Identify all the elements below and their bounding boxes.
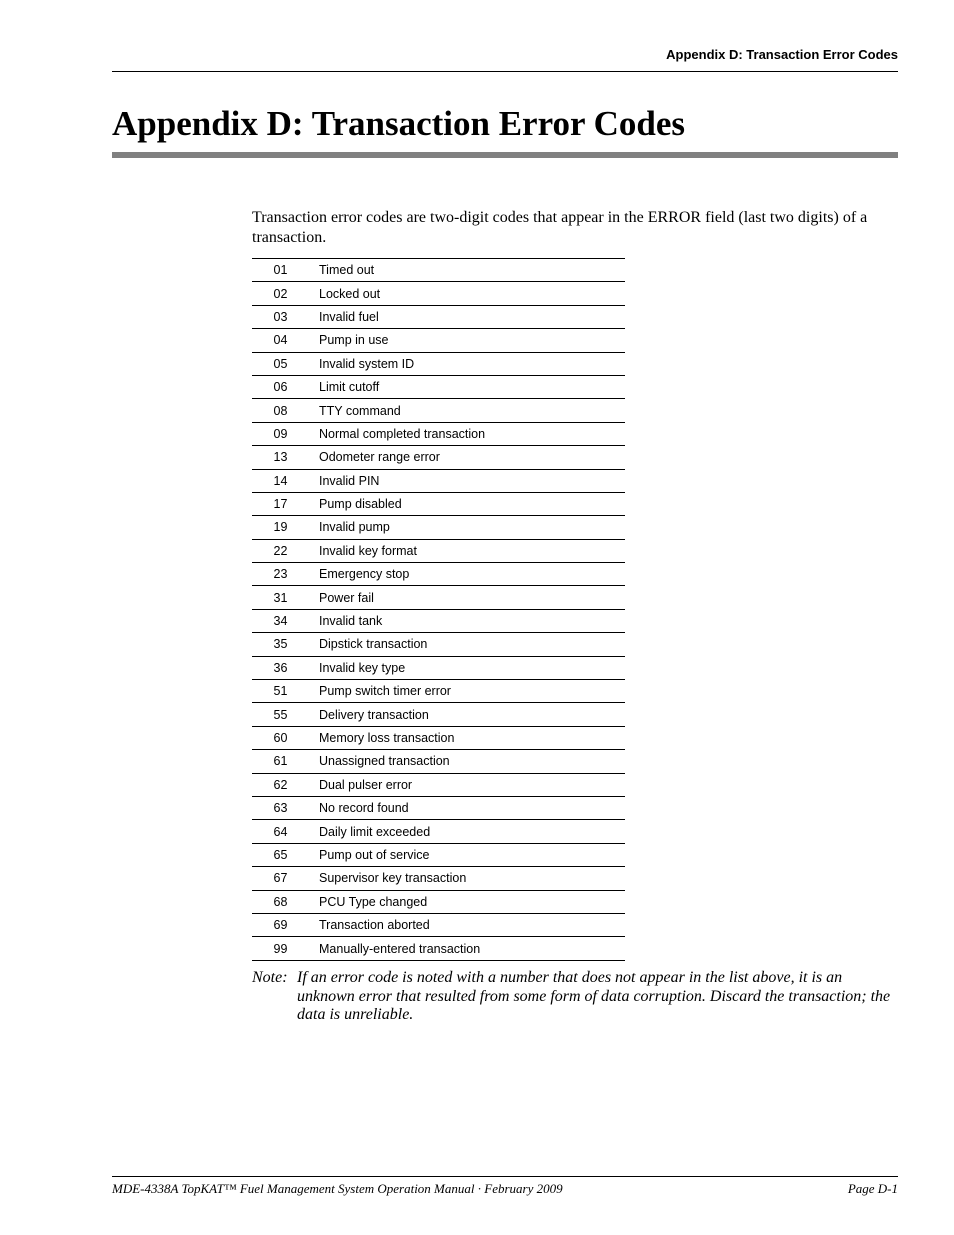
- error-code: 23: [252, 563, 309, 586]
- error-description: Normal completed transaction: [309, 422, 625, 445]
- error-code: 67: [252, 867, 309, 890]
- table-row: [252, 375, 625, 398]
- error-description: Limit cutoff: [309, 375, 625, 398]
- error-description: PCU Type changed: [309, 890, 625, 913]
- error-description: Invalid key type: [309, 656, 625, 679]
- error-code: 05: [252, 352, 309, 375]
- table-row: [252, 656, 625, 679]
- error-description: Unassigned transaction: [309, 750, 625, 773]
- footer-manual-title: MDE-4338A TopKAT™ Fuel Management System Operation Manual · February 2009: [112, 1181, 563, 1196]
- error-codes-table: [252, 258, 625, 961]
- table-row: [252, 890, 625, 913]
- error-description: Dipstick transaction: [309, 633, 625, 656]
- footer-page-number: Page D-1: [847, 1181, 898, 1196]
- title-underline-bar: [112, 152, 898, 158]
- table-row: [252, 680, 625, 703]
- intro-paragraph: Transaction error codes are two-digit codes that appear in the ERROR field (last two digits) of a transaction.: [252, 209, 868, 246]
- table-row: [252, 703, 625, 726]
- error-code: 35: [252, 633, 309, 656]
- error-code: 19: [252, 516, 309, 539]
- error-description: Supervisor key transaction: [309, 867, 625, 890]
- table-row: [252, 633, 625, 656]
- error-code: 31: [252, 586, 309, 609]
- table-row: [252, 492, 625, 515]
- error-description: Invalid system ID: [309, 352, 625, 375]
- error-code: 63: [252, 796, 309, 819]
- table-row: [252, 867, 625, 890]
- table-row: [252, 820, 625, 843]
- page-title: Appendix D: Transaction Error Codes: [112, 104, 686, 143]
- table-row: [252, 399, 625, 422]
- error-description: Pump out of service: [309, 843, 625, 866]
- error-code: 17: [252, 492, 309, 515]
- table-row: [252, 282, 625, 305]
- error-description: Delivery transaction: [309, 703, 625, 726]
- note-label: Note:: [252, 969, 288, 986]
- table-row: [252, 586, 625, 609]
- error-code: 03: [252, 305, 309, 328]
- error-code: 62: [252, 773, 309, 796]
- error-code: 64: [252, 820, 309, 843]
- error-code: 13: [252, 446, 309, 469]
- error-code: 34: [252, 609, 309, 632]
- error-description: No record found: [309, 796, 625, 819]
- error-description: Emergency stop: [309, 563, 625, 586]
- error-description: Daily limit exceeded: [309, 820, 625, 843]
- table-row: [252, 937, 625, 960]
- error-code: 60: [252, 726, 309, 749]
- error-code: 02: [252, 282, 309, 305]
- error-code: 99: [252, 937, 309, 960]
- error-code: 65: [252, 843, 309, 866]
- error-description: Pump disabled: [309, 492, 625, 515]
- table-row: [252, 422, 625, 445]
- note-text: If an error code is noted with a number that does not appear in the list above, it is an unknown error that resulted from some form of data corruption. Discard the transaction; the data is unreliable.: [297, 969, 891, 1023]
- table-row: [252, 843, 625, 866]
- table-row: [252, 469, 625, 492]
- error-description: Manually-entered transaction: [309, 937, 625, 960]
- table-row: [252, 516, 625, 539]
- error-code: 61: [252, 750, 309, 773]
- error-code: 04: [252, 329, 309, 352]
- error-description: Invalid key format: [309, 539, 625, 562]
- table-row: [252, 305, 625, 328]
- error-description: Dual pulser error: [309, 773, 625, 796]
- error-description: Odometer range error: [309, 446, 625, 469]
- table-row: [252, 259, 625, 282]
- error-code: 68: [252, 890, 309, 913]
- error-description: Invalid PIN: [309, 469, 625, 492]
- running-header: Appendix D: Transaction Error Codes: [666, 47, 898, 62]
- error-description: Pump switch timer error: [309, 680, 625, 703]
- error-code: 22: [252, 539, 309, 562]
- error-code: 36: [252, 656, 309, 679]
- table-row: [252, 446, 625, 469]
- error-description: Invalid pump: [309, 516, 625, 539]
- error-description: Locked out: [309, 282, 625, 305]
- error-code: 51: [252, 680, 309, 703]
- error-description: Invalid tank: [309, 609, 625, 632]
- table-row: [252, 329, 625, 352]
- error-description: Power fail: [309, 586, 625, 609]
- table-row: [252, 913, 625, 936]
- error-code: 55: [252, 703, 309, 726]
- error-description: Transaction aborted: [309, 913, 625, 936]
- error-description: Memory loss transaction: [309, 726, 625, 749]
- table-row: [252, 609, 625, 632]
- error-description: TTY command: [309, 399, 625, 422]
- note: [252, 969, 898, 1025]
- error-code: 09: [252, 422, 309, 445]
- table-row: [252, 539, 625, 562]
- footer-divider: [112, 1176, 898, 1177]
- table-row: [252, 352, 625, 375]
- table-row: [252, 796, 625, 819]
- error-description: Invalid fuel: [309, 305, 625, 328]
- error-description: Timed out: [309, 259, 625, 282]
- error-code: 08: [252, 399, 309, 422]
- error-code: 06: [252, 375, 309, 398]
- header-divider: [112, 71, 898, 72]
- error-description: Pump in use: [309, 329, 625, 352]
- table-row: [252, 563, 625, 586]
- table-row: [252, 750, 625, 773]
- error-codes-table-body: [252, 259, 625, 961]
- error-code: 01: [252, 259, 309, 282]
- error-code: 69: [252, 913, 309, 936]
- table-row: [252, 773, 625, 796]
- table-row: [252, 726, 625, 749]
- error-code: 14: [252, 469, 309, 492]
